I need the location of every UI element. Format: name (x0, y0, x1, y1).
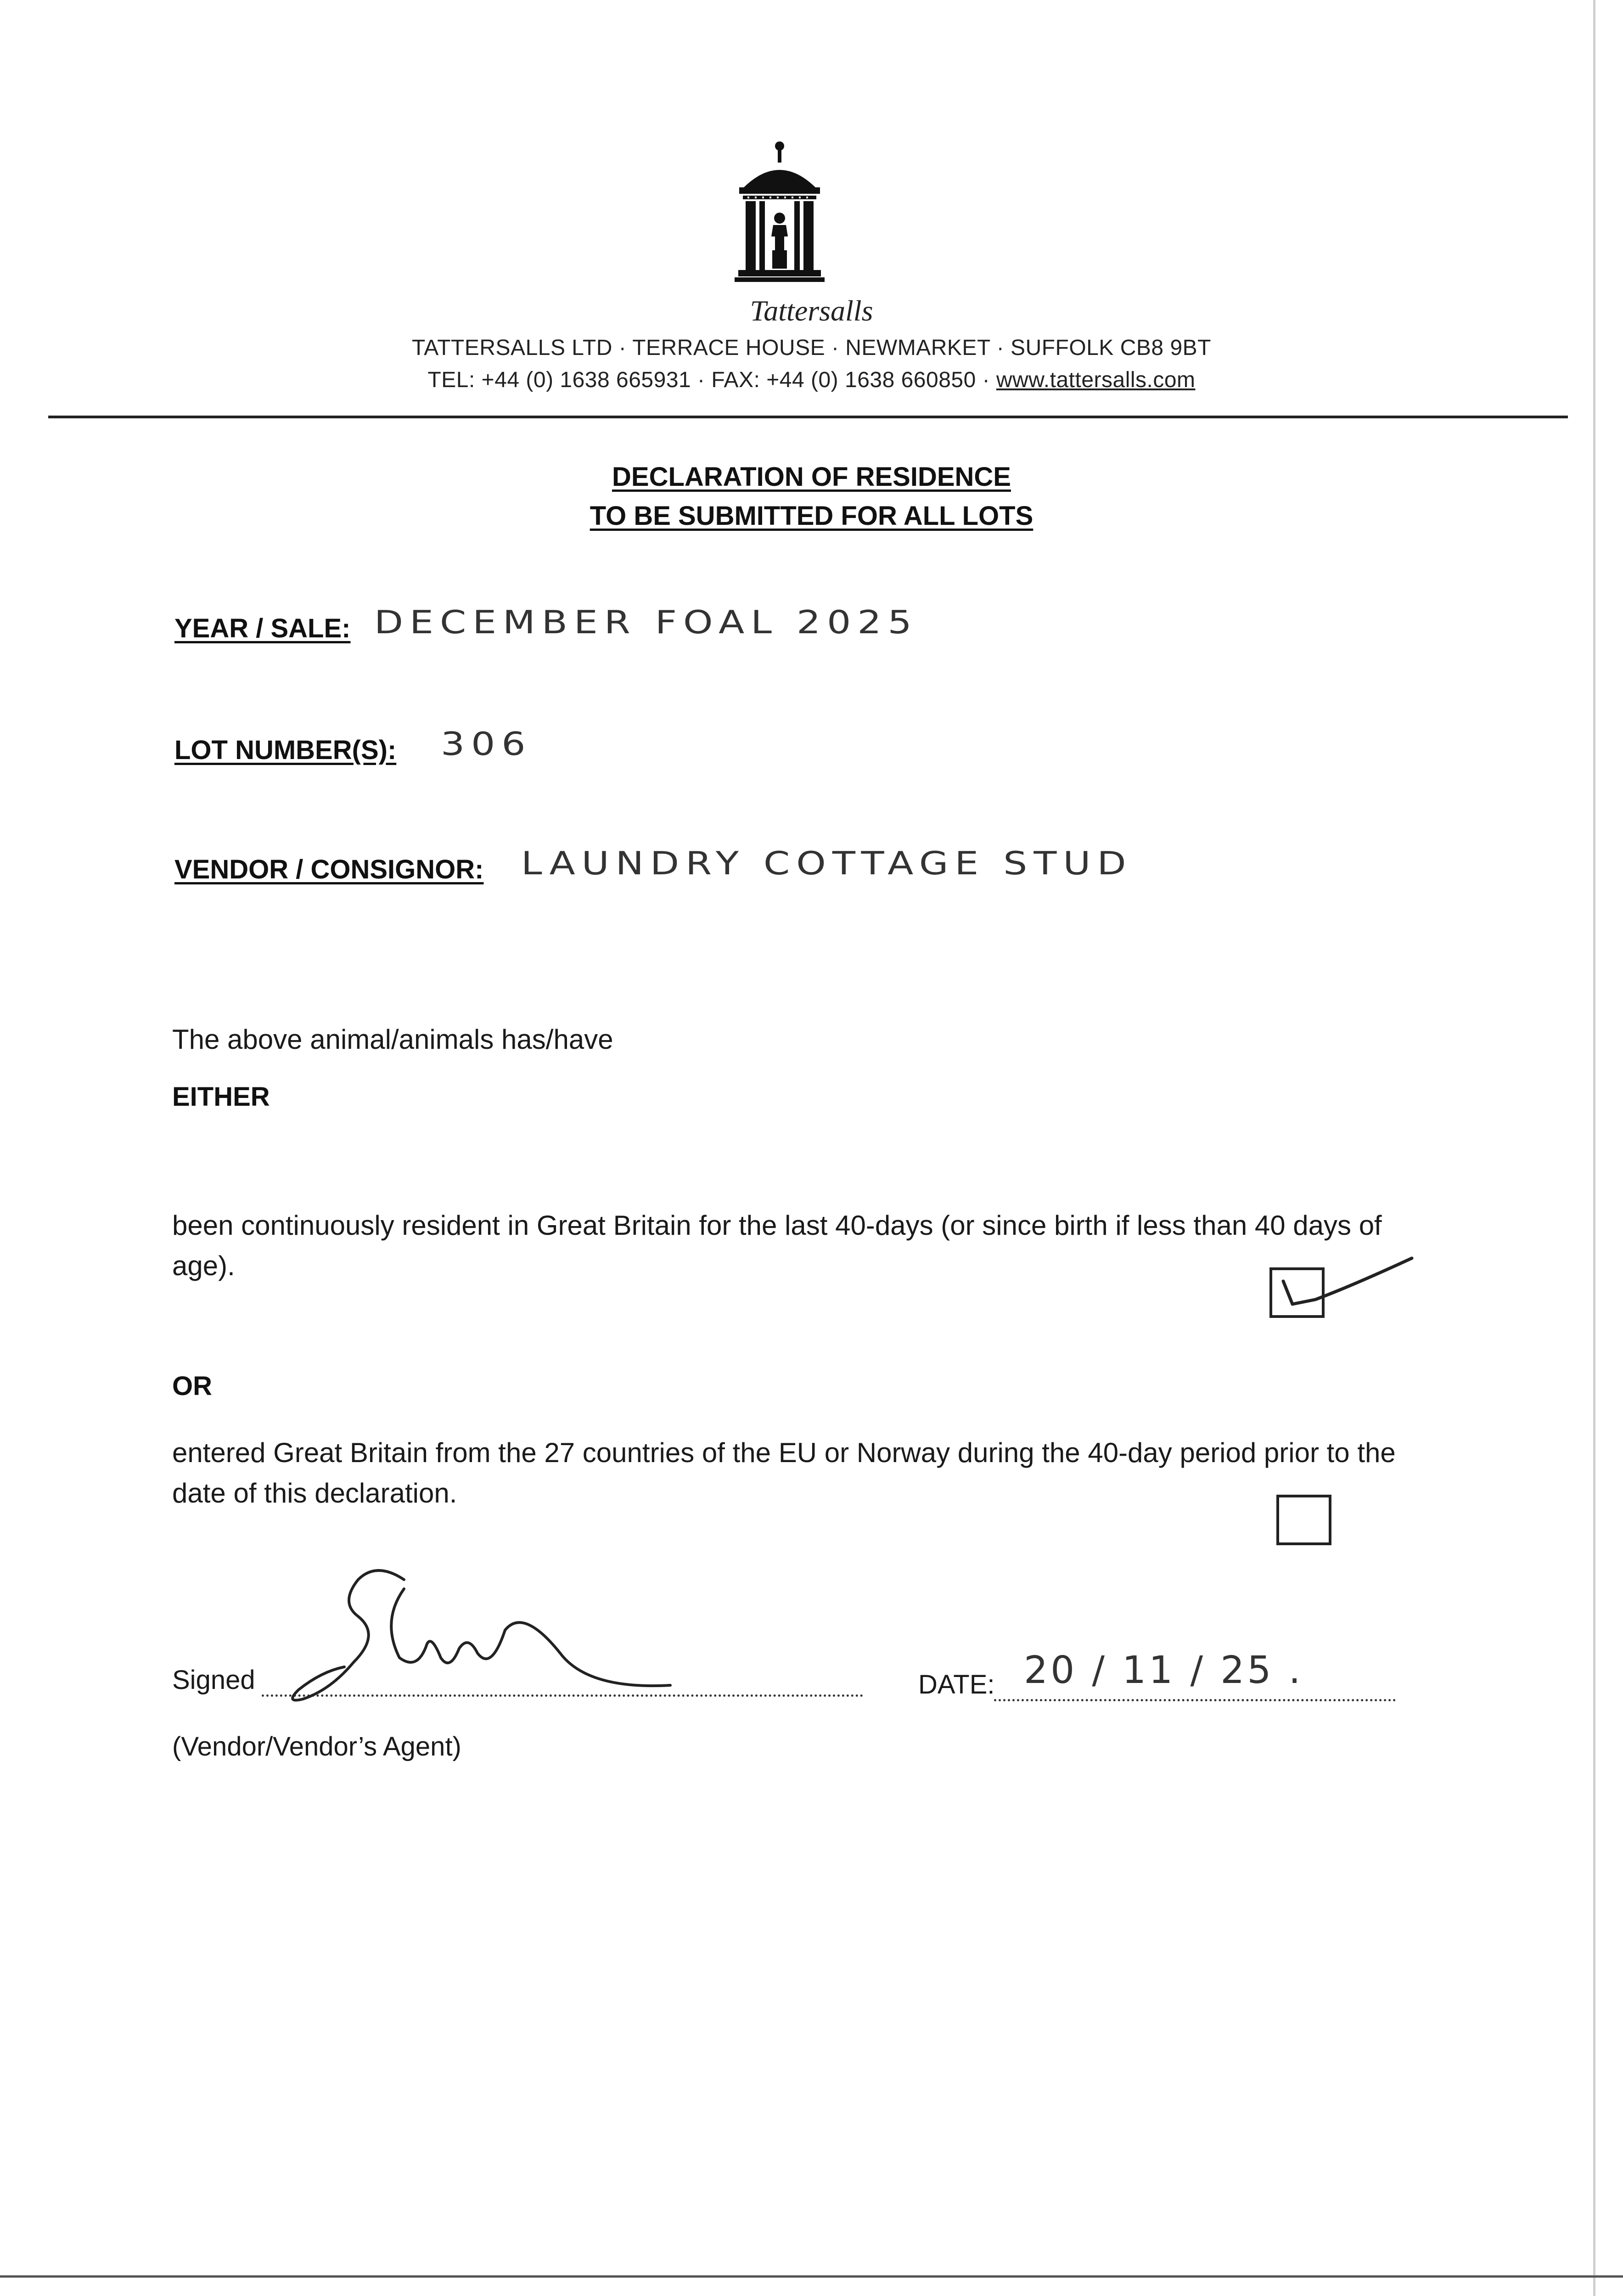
form-subtitle: TO BE SUBMITTED FOR ALL LOTS (590, 501, 1033, 531)
lot-number-value[interactable]: 306 (441, 726, 532, 763)
option2-checkbox[interactable] (1276, 1495, 1331, 1545)
vendor-value[interactable]: LAUNDRY COTTAGE STUD (521, 845, 1133, 882)
signed-label: Signed (172, 1665, 255, 1695)
brand-name: Tattersalls (750, 294, 873, 327)
or-label: OR (172, 1371, 212, 1401)
vendor-label: VENDOR / CONSIGNOR: (174, 855, 484, 884)
bottom-edge (0, 2275, 1623, 2278)
date-label: DATE: (918, 1670, 995, 1699)
form-title: DECLARATION OF RESIDENCE (612, 462, 1011, 492)
option1-text: been continuously resident in Great Britain for the last 40-days (or since birth if less than 40 days of age). (172, 1210, 1382, 1281)
contact-numbers: TEL: +44 (0) 1638 665931 · FAX: +44 (0) 1638 660850 · (427, 368, 996, 392)
year-sale-label: YEAR / SALE: (174, 613, 351, 643)
check-mark-icon (1274, 1249, 1421, 1322)
tattersalls-logo (729, 138, 830, 294)
either-label: EITHER (172, 1082, 270, 1112)
website-link[interactable]: www.tattersalls.com (996, 368, 1196, 392)
date-line (994, 1699, 1396, 1701)
contact-line (0, 367, 1623, 393)
date-value[interactable]: 20 / 11 / 25 . (1024, 1649, 1303, 1692)
year-sale-value[interactable]: DECEMBER FOAL 2025 (374, 604, 918, 641)
address-line: TATTERSALLS LTD · TERRACE HOUSE · NEWMARKET · SUFFOLK CB8 9BT (412, 336, 1211, 360)
header-divider (48, 416, 1568, 418)
option2-text: entered Great Britain from the 27 countries of the EU or Norway during the 40-day period prior to the date of this declaration. (172, 1437, 1396, 1508)
lot-number-label: LOT NUMBER(S): (174, 735, 397, 765)
signatory-role: (Vendor/Vendor’s Agent) (172, 1732, 461, 1761)
intro-text: The above animal/animals has/have (172, 1024, 613, 1055)
handwritten-signature (266, 1552, 680, 1717)
